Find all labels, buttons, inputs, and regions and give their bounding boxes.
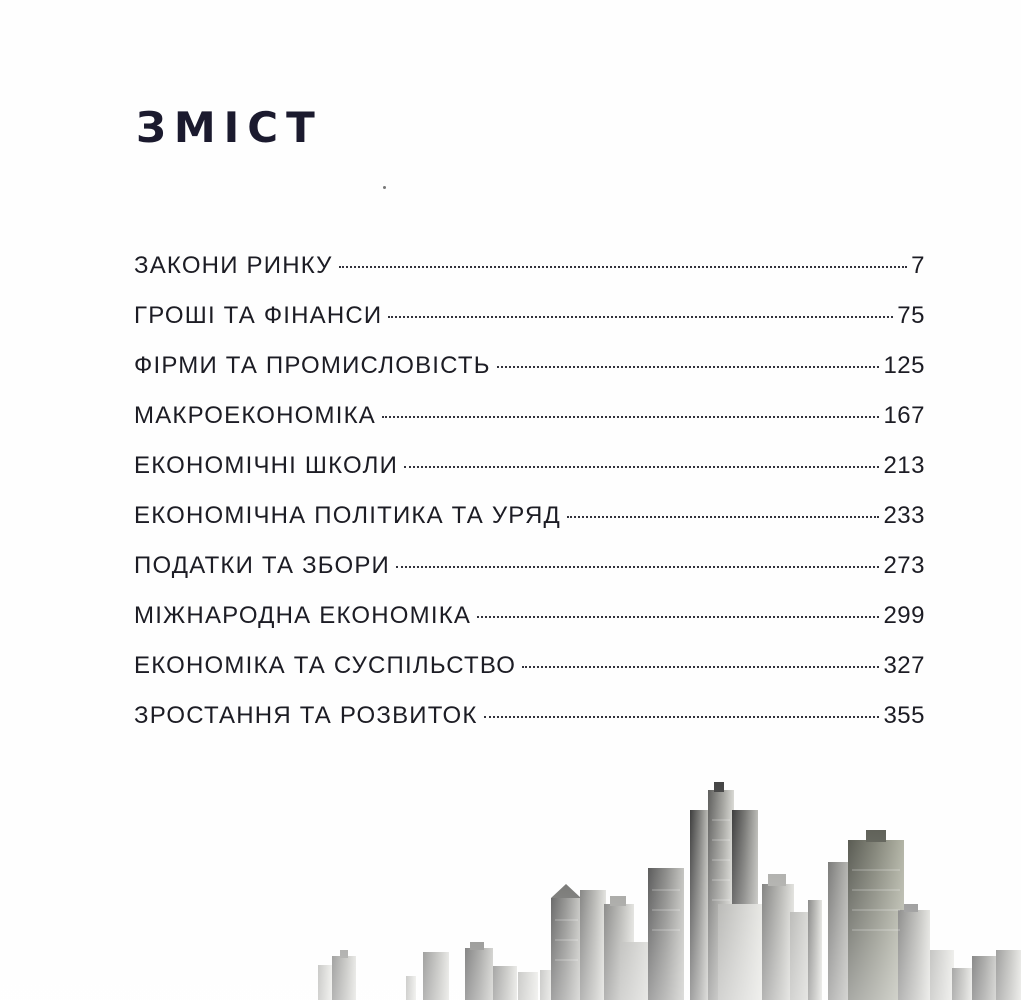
toc-dot-leader	[484, 716, 880, 718]
toc-dot-leader	[388, 316, 893, 318]
toc-entry-page: 75	[897, 302, 925, 329]
toc-entry-page: 327	[883, 652, 925, 679]
toc-entry[interactable]	[134, 352, 925, 402]
toc-dot-leader	[339, 266, 908, 268]
toc-entry[interactable]	[134, 652, 925, 702]
toc-entry-page: 7	[911, 252, 925, 279]
toc-entry[interactable]	[134, 252, 925, 302]
toc-entry-page: 299	[883, 602, 925, 629]
toc-entry-label: ЗРОСТАННЯ ТА РОЗВИТОК	[134, 702, 478, 729]
toc-entry-label: МАКРОЕКОНОМІКА	[134, 402, 376, 429]
toc-entry[interactable]	[134, 502, 925, 552]
toc-dot-leader	[522, 666, 879, 668]
toc-dot-leader	[404, 466, 879, 468]
toc-entry-label: ПОДАТКИ ТА ЗБОРИ	[134, 552, 390, 579]
toc-dot-leader	[396, 566, 879, 568]
toc-dot-leader	[477, 616, 879, 618]
toc-entry-label: ФІРМИ ТА ПРОМИСЛОВІСТЬ	[134, 352, 491, 379]
toc-entry-page: 125	[883, 352, 925, 379]
toc-entry-page: 233	[883, 502, 925, 529]
toc-entry-label: ГРОШІ ТА ФІНАНСИ	[134, 302, 383, 329]
toc-dot-leader	[567, 516, 880, 518]
toc-entry[interactable]	[134, 552, 925, 602]
toc-entry[interactable]	[134, 452, 925, 502]
toc-entry[interactable]	[134, 402, 925, 452]
toc-entry-page: 167	[883, 402, 925, 429]
toc-dot-leader	[382, 416, 879, 418]
toc-dot-leader	[497, 366, 880, 368]
toc-entry[interactable]	[134, 702, 925, 752]
page-title: ЗМІСТ	[136, 103, 323, 152]
toc-entry-label: ЕКОНОМІЧНА ПОЛІТИКА ТА УРЯД	[134, 502, 561, 529]
toc-entry[interactable]	[134, 602, 925, 652]
print-speck	[383, 186, 386, 189]
city-skyline-illustration	[0, 780, 1021, 1000]
toc-entry-label: ЗАКОНИ РИНКУ	[134, 252, 333, 279]
toc-entry-label: МІЖНАРОДНА ЕКОНОМІКА	[134, 602, 472, 629]
toc-entry-label: ЕКОНОМІКА ТА СУСПІЛЬСТВО	[134, 652, 517, 679]
toc-entry-page: 273	[883, 552, 925, 579]
table-of-contents	[134, 252, 925, 752]
toc-entry[interactable]	[134, 302, 925, 352]
toc-entry-page: 355	[883, 702, 925, 729]
toc-entry-page: 213	[883, 452, 925, 479]
toc-entry-label: ЕКОНОМІЧНІ ШКОЛИ	[134, 452, 399, 479]
